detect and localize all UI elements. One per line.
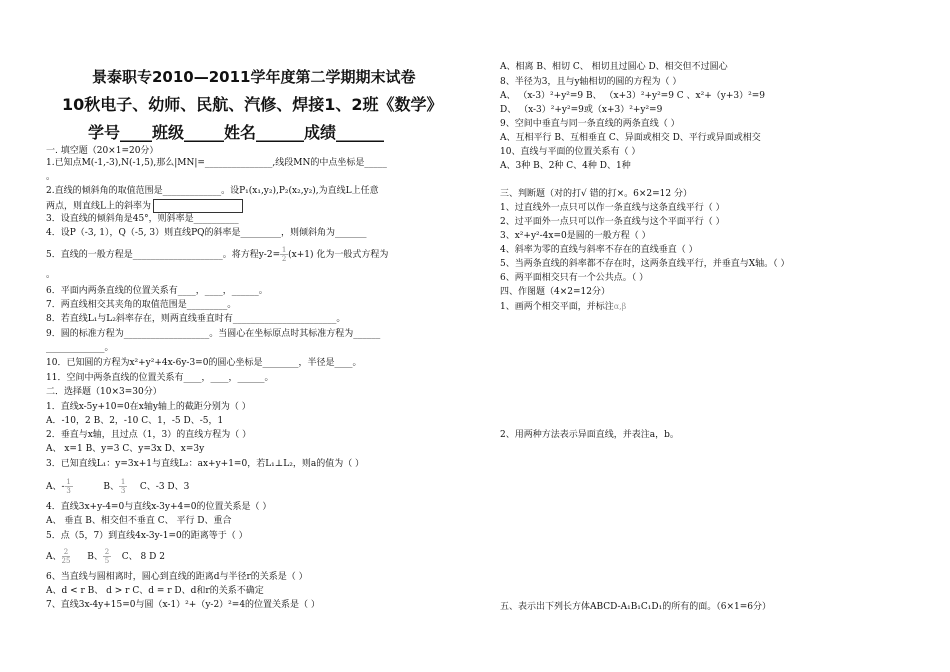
tf6-text: 6、两平面相交只有一个公共点。（ ） [500, 273, 649, 283]
fraction-two-fifths: $\frac{2}{5}$ [104, 548, 110, 565]
fraction-two-25ths: $\frac{2}{25}$ [61, 548, 71, 565]
q2-slope [46, 199, 243, 213]
answer-box [153, 199, 243, 213]
mc10-text: 10、直线与平面的位置关系有（ ） [500, 147, 641, 157]
q5-text-b: (x+1) 化为一般式方程为 [288, 250, 389, 260]
fraction-half: $\frac{1}{2}$ [281, 246, 287, 263]
section-5-heading: 五、表示出下列长方体ABCD-A₁B₁C₁D₁的所有的面。（6×1=6分） [500, 602, 771, 612]
mc3-text: 3．已知直线L₁：y=3x+1与直线L₂：ax+y+1=0，若L₁⊥L₂，则a的值为（ ） [46, 459, 365, 469]
exam-subtitle: 10秋电子、幼师、民航、汽修、焊接1、2班《数学》 [62, 95, 443, 114]
section-3-heading: 三、判断题（对的打√ 错的打×。6×2=12 分） [500, 189, 692, 199]
q11-text: 11．空间中两条直线的位置关系有____，____，______。 [46, 373, 274, 383]
mc4-options: A、 垂直 B、相交但不垂直 C、 平行 D、重合 [46, 516, 232, 526]
q3-text: 3．设直线的倾斜角是45°，则斜率是__________ [46, 214, 239, 224]
mc10-options: A、3种 B、2种 C、4种 D、1种 [500, 161, 631, 171]
exam-title: 景泰职专2010—2011学年度第二学期期末试卷 [92, 68, 416, 86]
mc1-text: 1．直线x-5y+10=0在x轴y轴上的截距分别为（ ） [46, 402, 251, 412]
mc8-text: 8、半径为3，且与y轴相切的圆的方程为（ ） [500, 77, 682, 87]
q5-text-a: 5．直线的一般方程是____________________。将方程y-2= [46, 250, 281, 260]
section-1-heading: 一. 填空题（20×1=20分） [46, 146, 159, 156]
tf4-text: 4、斜率为零的直线与斜率不存在的直线垂直（ ） [500, 245, 698, 255]
q4-text: 4．设P（-3, 1），Q（-5, 3）则直线PQ的斜率是_________，则倾斜角为_______ [46, 228, 367, 238]
q6-text: 6．平面内两条直线的位置关系有____，____，______。 [46, 286, 268, 296]
mc1-options: A．-10，2 B、2，-10 C、1，-5 D、-5，1 [46, 416, 224, 426]
mc9-text: 9、空间中垂直与同一条直线的两条直线（ ） [500, 119, 680, 129]
mc6-text: 6、当直线与圆相离时，圆心到直线的距离d与半径r的关系是（ ） [46, 572, 308, 582]
mc8-options-b: D、 （x-3）²+y²=9或（x+3）²+y²=9 [500, 105, 663, 115]
q8-text: 8．若直线L₁与L₂斜率存在，则两直线垂直时有_______________________。 [46, 314, 346, 324]
alpha-beta-label: α,β [613, 302, 627, 311]
tf2-text: 2、过平面外一点只可以作一条直线与这个平面平行（ ） [500, 217, 725, 227]
mc3-options: A、- $\frac{1}{3}$ B、 $\frac{1}{3}$ C、-3 D、3 [46, 478, 190, 495]
q10-text: 10．已知圆的方程为x²+y²+4x-6y-3=0的圆心坐标是________，半径是____。 [46, 358, 362, 368]
q5-text [46, 246, 388, 263]
mc7-text: 7、直线3x-4y+15=0与圆（x-1）²+（y-2）²=4的位置关系是（ ） [46, 600, 320, 610]
student-info-line: 学号____班级_____姓名______成绩______ [88, 123, 385, 142]
q7-text: 7．两直线相交其夹角的取值范围是_________。 [46, 300, 237, 310]
mc5-text: 5．点（5，7）到直线4x-3y-1=0的距离等于（ ） [46, 531, 248, 541]
q9-text: 9．圆的标准方程为___________________。当圆心在坐标原点时其标准方程为______ [46, 329, 381, 339]
q9-end: _____________。 [46, 343, 114, 353]
mc9-options: A、互相平行 B、互相垂直 C、异面或相交 D、平行或异面或相交 [500, 133, 761, 143]
mc7-options: A、相离 B、相切 C、 相切且过圆心 D、相交但不过圆心 [500, 62, 728, 72]
fraction-one-third-b: $\frac{1}{3}$ [120, 478, 126, 495]
section-4-heading: 四、作图题（4×2=12分） [500, 287, 610, 297]
fraction-one-third-a: $\frac{1}{3}$ [66, 478, 71, 495]
tf5-text: 5、当两条直线的斜率都不存在时，这两条直线平行，并垂直与X轴。（ ） [500, 259, 790, 269]
tf1-text: 1、过直线外一点只可以作一条直线与这条直线平行（ ） [500, 203, 725, 213]
section-2-heading: 二．选择题（10×3=30分） [46, 387, 162, 397]
q1-text: 1.已知点M(-1,-3),N(-1,5),那么|MN|=_______________,线段MN的中点坐标是_____ [46, 158, 387, 168]
q2-slope-label: 两点，则直线L上的斜率为 [46, 201, 151, 212]
draw2-text: 2、用两种方法表示异面直线，并表注a，b。 [500, 430, 679, 440]
draw1-text: 1、画两个相交平面，并标注α,β [500, 302, 627, 312]
mc8-options-a: A、 （x-3）²+y²=9 B、 （x+3）²+y²=9 C 、x²+（y+3）²=9 [500, 91, 765, 101]
mc2-text: 2．垂直与x轴，且过点（1，3）的直线方程为（ ） [46, 430, 252, 440]
q2-text: 2.直线的倾斜角的取值范围是_____________。设P₁(x₁,y₂),P₂(x₂,y₂),为直线L上任意 [46, 186, 379, 196]
q1-end: 。 [46, 172, 56, 182]
tf3-text: 3、x²+y²-4x=0是圆的一般方程（ ） [500, 231, 651, 241]
mc5-options: A、 $\frac{2}{25}$ B、 $\frac{2}{5}$ C、 8 D 2 [46, 548, 165, 565]
mc4-text: 4．直线3x+y-4=0与直线x-3y+4=0的位置关系是（ ） [46, 502, 272, 512]
q5-end: 。 [46, 270, 56, 280]
mc6-options: A、d < r B、 d > r C、d = r D、d和r的关系不确定 [46, 586, 264, 596]
mc2-options: A、 x=1 B、y=3 C、y=3x D、x=3y [46, 444, 205, 454]
